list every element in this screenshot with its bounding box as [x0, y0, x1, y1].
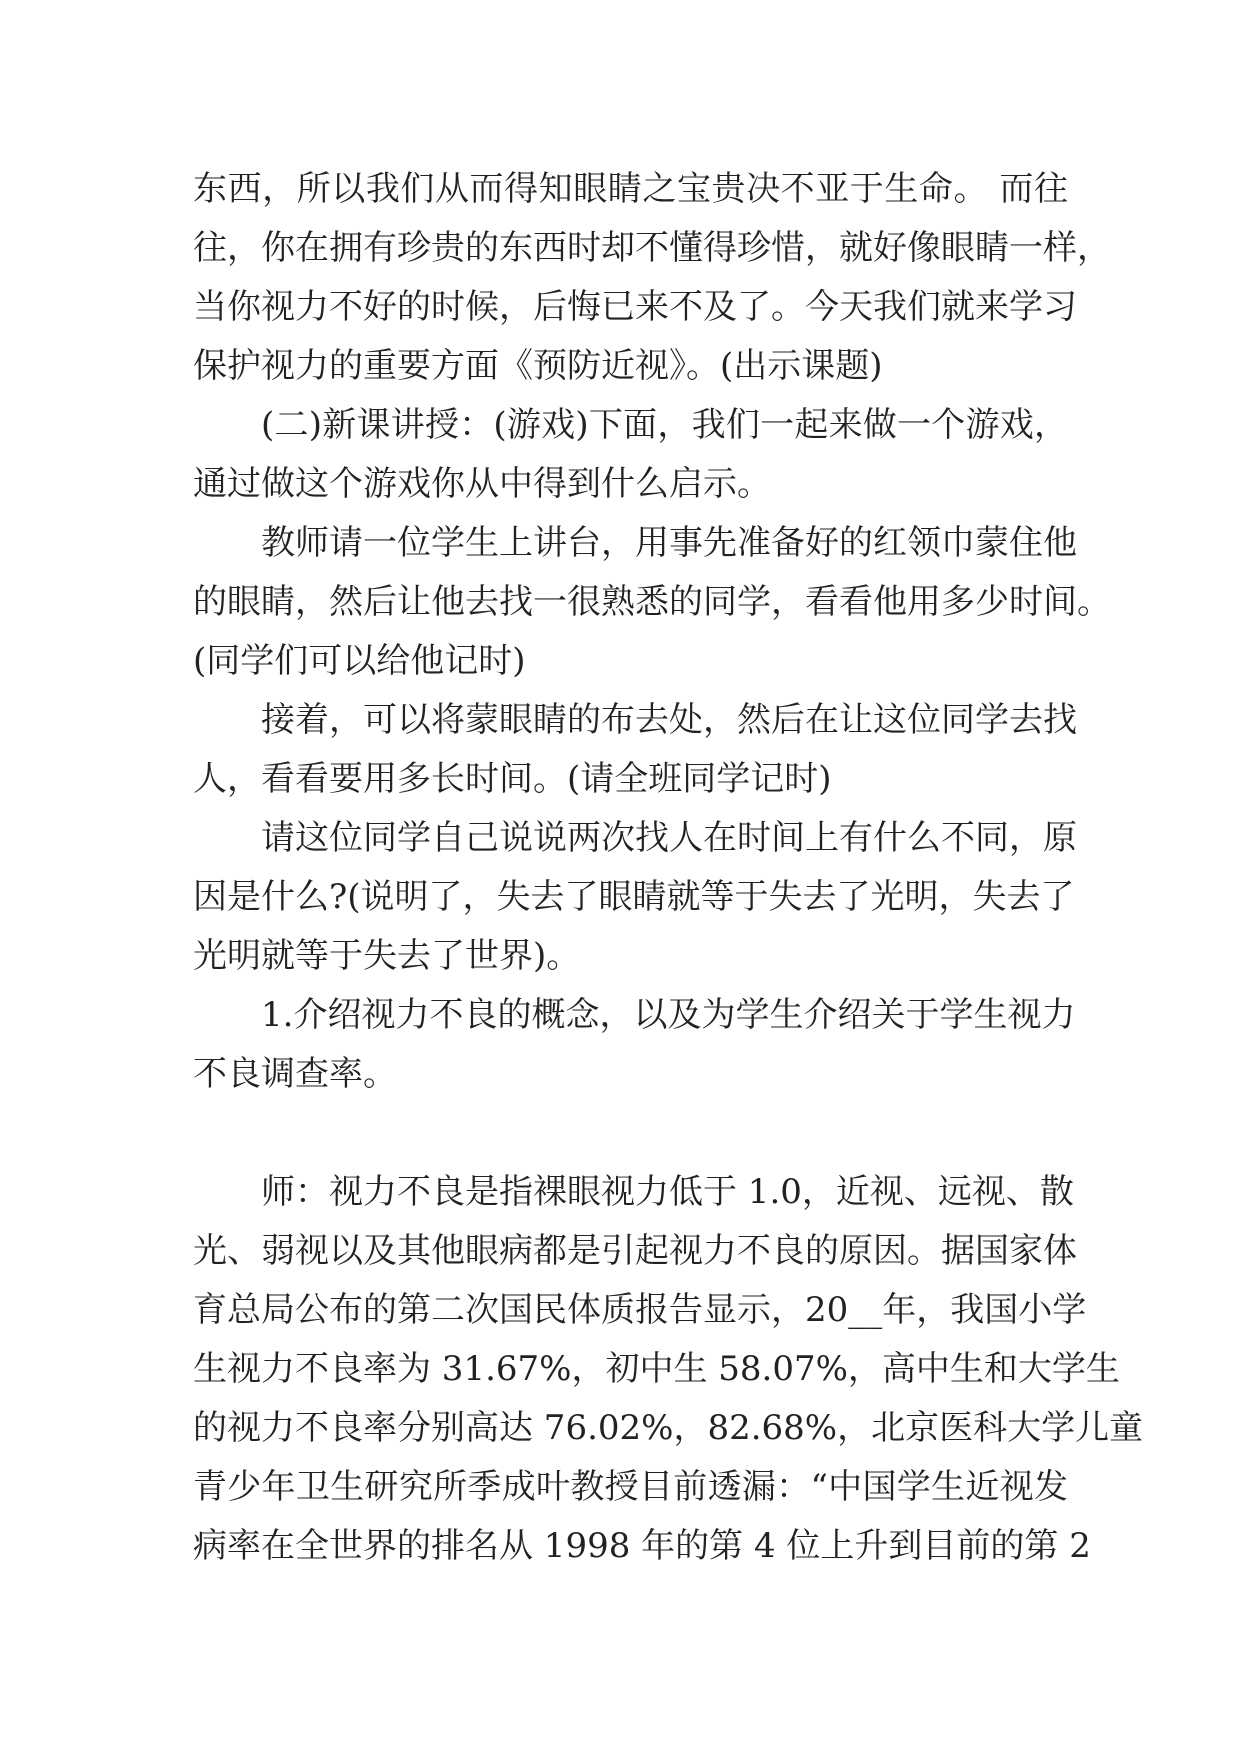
text-line: 青少年卫生研究所季成叶教授目前透漏：“中国学生近视发 — [193, 1467, 1068, 1507]
text-line: 生视力不良率为 31.67%，初中生 58.07%，高中生和大学生 — [193, 1349, 1120, 1389]
text-line: 病率在全世界的排名从 1998 年的第 4 位上升到目前的第 2 — [193, 1526, 1091, 1566]
text-line: 东西，所以我们从而得知眼睛之宝贵决不亚于生命。 而往 — [193, 169, 1068, 209]
text-line: 光明就等于失去了世界)。 — [193, 936, 581, 976]
text-line: 教师请一位学生上讲台，用事先准备好的红领巾蒙住他 — [261, 523, 1077, 563]
text-line: 的眼睛，然后让他去找一很熟悉的同学，看看他用多少时间。 — [193, 582, 1111, 622]
text-line: 接着，可以将蒙眼睛的布去处，然后在让这位同学去找 — [261, 700, 1077, 740]
text-line: (二)新课讲授：(游戏)下面，我们一起来做一个游戏， — [261, 405, 1068, 445]
text-line: 不良调查率。 — [193, 1054, 397, 1094]
text-line: 光、弱视以及其他眼病都是引起视力不良的原因。据国家体 — [193, 1231, 1077, 1271]
text-line: 人，看看要用多长时间。(请全班同学记时) — [193, 759, 832, 799]
text-line: 1.介绍视力不良的概念，以及为学生介绍关于学生视力 — [261, 995, 1076, 1035]
text-line: 师：视力不良是指裸眼视力低于 1.0，近视、远视、散 — [261, 1172, 1074, 1212]
text-line: (同学们可以给他记时) — [193, 641, 526, 681]
text-line: 因是什么?(说明了，失去了眼睛就等于失去了光明，失去了 — [193, 877, 1075, 917]
text-line: 请这位同学自己说说两次找人在时间上有什么不同，原 — [261, 818, 1077, 858]
text-line: 通过做这个游戏你从中得到什么启示。 — [193, 464, 771, 504]
text-line: 的视力不良率分别高达 76.02%，82.68%，北京医科大学儿童 — [193, 1408, 1144, 1448]
text-line: 育总局公布的第二次国民体质报告显示，20__年，我国小学 — [193, 1290, 1087, 1330]
document-body — [193, 160, 1144, 1576]
text-line: 往，你在拥有珍贵的东西时却不懂得珍惜，就好像眼睛一样， — [193, 228, 1111, 268]
paragraph-gap — [193, 1104, 1068, 1163]
text-line: 当你视力不好的时候，后悔已来不及了。今天我们就来学习 — [193, 287, 1077, 327]
text-line: 保护视力的重要方面《预防近视》。(出示课题) — [193, 346, 883, 386]
